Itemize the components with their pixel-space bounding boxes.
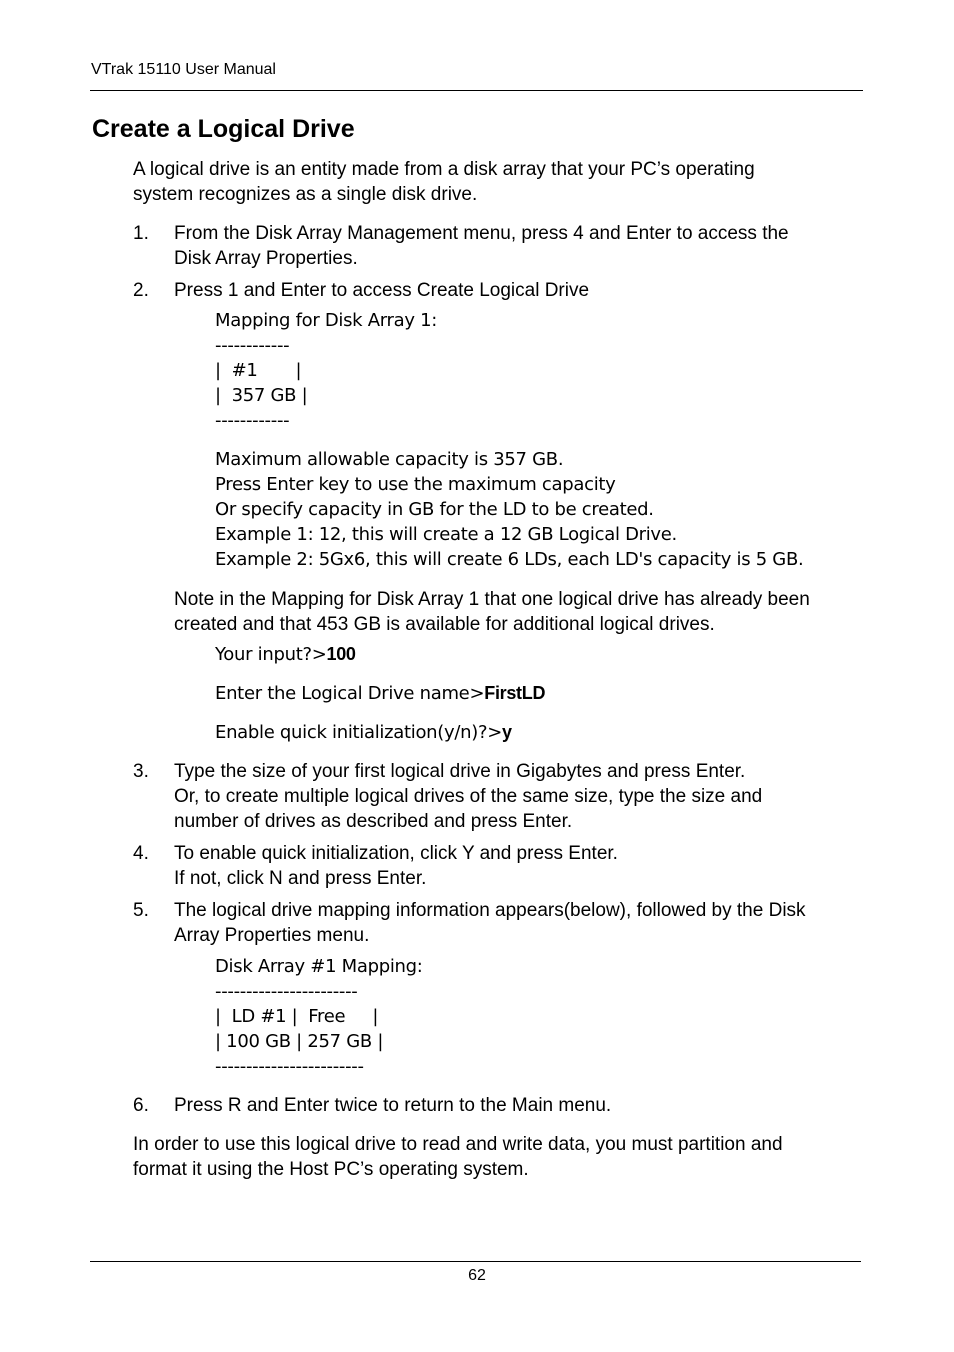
console-line: ------------ xyxy=(215,335,290,356)
step-number: 1. xyxy=(133,223,149,244)
note-line-2: created and that 453 GB is available for additional logical drives. xyxy=(174,614,715,635)
prompt-value: 100 xyxy=(326,644,356,664)
step-2-line-1: Press 1 and Enter to access Create Logical Drive xyxy=(174,280,590,301)
prompt-label: Enter the Logical Drive name> xyxy=(215,683,485,704)
prompt-value: y xyxy=(501,722,512,742)
step-number: 4. xyxy=(133,843,149,864)
console-line: | 357 GB | xyxy=(215,385,308,406)
console-line: Or specify capacity in GB for the LD to be created. xyxy=(215,499,654,520)
console-line: ------------------------ xyxy=(215,1056,364,1077)
note-line-1: Note in the Mapping for Disk Array 1 that one logical drive has already been xyxy=(174,589,810,610)
console-line: Maximum allowable capacity is 357 GB. xyxy=(215,449,564,470)
intro-line-1: A logical drive is an entity made from a disk array that your PC’s operating xyxy=(133,159,755,180)
step-1-line-2: Disk Array Properties. xyxy=(174,248,358,269)
console-line: Mapping for Disk Array 1: xyxy=(215,310,438,331)
closing-line-1: In order to use this logical drive to read and write data, you must partition and xyxy=(133,1134,783,1155)
step-5-line-1: The logical drive mapping information appears(below), followed by the Disk xyxy=(174,900,806,921)
init-prompt xyxy=(215,720,512,745)
console-line: Example 1: 12, this will create a 12 GB Logical Drive. xyxy=(215,524,677,545)
step-1-line-1: From the Disk Array Management menu, press 4 and Enter to access the xyxy=(174,223,789,244)
step-3-line-1: Type the size of your first logical drive in Gigabytes and press Enter. xyxy=(174,761,746,782)
console-line: Example 2: 5Gx6, this will create 6 LDs, each LD's capacity is 5 GB. xyxy=(215,549,804,570)
step-6-line-1: Press R and Enter twice to return to the Main menu. xyxy=(174,1095,612,1116)
console-line: ------------ xyxy=(215,410,290,431)
step-number: 2. xyxy=(133,280,149,301)
console-line: | #1 | xyxy=(215,360,302,381)
console-line: | LD #1 | Free | xyxy=(215,1006,379,1027)
step-number: 6. xyxy=(133,1095,149,1116)
step-3-line-2: Or, to create multiple logical drives of the same size, type the size and xyxy=(174,786,763,807)
step-5-line-2: Array Properties menu. xyxy=(174,925,370,946)
prompt-label: Your input?> xyxy=(215,644,327,665)
prompt-value: FirstLD xyxy=(484,683,546,703)
console-line: Press Enter key to use the maximum capacity xyxy=(215,474,616,495)
step-3-line-3: number of drives as described and press Enter. xyxy=(174,811,573,832)
input-prompt xyxy=(215,642,356,667)
header-rule xyxy=(90,90,863,91)
footer-rule xyxy=(90,1261,861,1262)
step-number: 5. xyxy=(133,900,149,921)
step-4-line-1: To enable quick initialization, click Y and press Enter. xyxy=(174,843,618,864)
console-line: | 100 GB | 257 GB | xyxy=(215,1031,384,1052)
console-line: Disk Array #1 Mapping: xyxy=(215,956,423,977)
step-4-line-2: If not, click N and press Enter. xyxy=(174,868,427,889)
page-number: 62 xyxy=(468,1267,486,1284)
section-heading: Create a Logical Drive xyxy=(92,115,355,143)
name-prompt xyxy=(215,681,545,706)
console-line: ----------------------- xyxy=(215,981,358,1002)
closing-line-2: format it using the Host PC’s operating system. xyxy=(133,1159,529,1180)
running-header: VTrak 15110 User Manual xyxy=(91,61,276,78)
step-number: 3. xyxy=(133,761,149,782)
intro-line-2: system recognizes as a single disk drive. xyxy=(133,184,478,205)
prompt-label: Enable quick initialization(y/n)?> xyxy=(215,722,502,743)
